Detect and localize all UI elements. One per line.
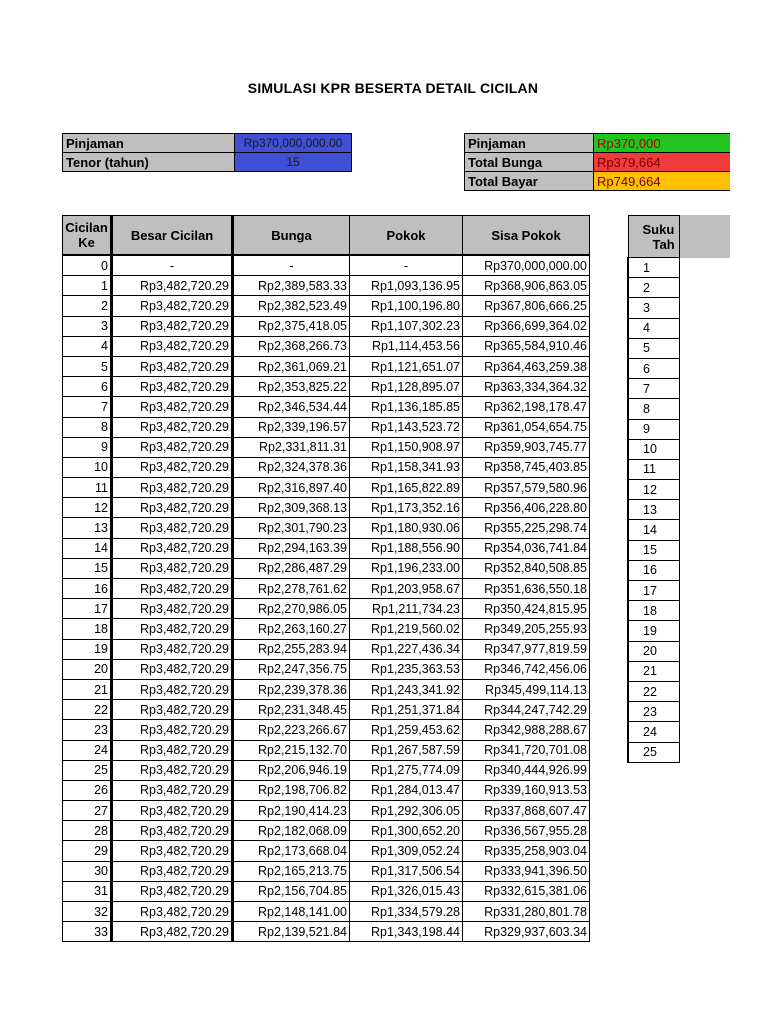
cell-sisa-pokok[interactable]: Rp337,868,607.47 bbox=[463, 801, 590, 821]
cell-besar-cicilan[interactable]: Rp3,482,720.29 bbox=[112, 538, 233, 558]
table-row bbox=[63, 881, 590, 901]
cell-besar-cicilan[interactable]: Rp3,482,720.29 bbox=[112, 599, 233, 619]
table-row bbox=[63, 457, 590, 477]
side-row bbox=[628, 500, 679, 520]
side-row bbox=[628, 581, 679, 601]
table-row bbox=[63, 841, 590, 861]
cell-sisa-pokok[interactable]: Rp344,247,742.29 bbox=[463, 700, 590, 720]
cell-cicilan-ke[interactable]: 17 bbox=[63, 599, 112, 619]
cell-pokok[interactable]: Rp1,243,341.92 bbox=[350, 679, 463, 699]
side-cell-year[interactable]: 9 bbox=[628, 419, 679, 439]
cell-bunga[interactable]: Rp2,182,068.09 bbox=[233, 821, 350, 841]
cell-pokok[interactable]: Rp1,196,233.00 bbox=[350, 558, 463, 578]
cell-cicilan-ke[interactable]: 32 bbox=[63, 902, 112, 922]
cell-pokok[interactable]: Rp1,136,185.85 bbox=[350, 397, 463, 417]
side-row bbox=[628, 742, 679, 762]
side-cell-year[interactable]: 3 bbox=[628, 298, 679, 318]
side-cell-year[interactable]: 6 bbox=[628, 358, 679, 378]
cell-besar-cicilan[interactable]: Rp3,482,720.29 bbox=[112, 700, 233, 720]
cell-pokok[interactable]: Rp1,173,352.16 bbox=[350, 498, 463, 518]
cell-besar-cicilan[interactable]: Rp3,482,720.29 bbox=[112, 861, 233, 881]
cell-bunga[interactable]: Rp2,247,356.75 bbox=[233, 659, 350, 679]
cell-sisa-pokok[interactable]: Rp367,806,666.25 bbox=[463, 296, 590, 316]
cell-sisa-pokok[interactable]: Rp336,567,955.28 bbox=[463, 821, 590, 841]
table-row bbox=[63, 538, 590, 558]
table-row bbox=[63, 700, 590, 720]
cell-besar-cicilan[interactable]: Rp3,482,720.29 bbox=[112, 316, 233, 336]
table-row bbox=[63, 740, 590, 760]
cell-pokok[interactable]: Rp1,251,371.84 bbox=[350, 700, 463, 720]
header-besar-cicilan: Besar Cicilan bbox=[112, 216, 233, 256]
cell-pokok[interactable]: Rp1,107,302.23 bbox=[350, 316, 463, 336]
cell-besar-cicilan[interactable]: Rp3,482,720.29 bbox=[112, 356, 233, 376]
cell-sisa-pokok[interactable]: Rp347,977,819.59 bbox=[463, 639, 590, 659]
cell-bunga[interactable]: Rp2,156,704.85 bbox=[233, 881, 350, 901]
side-cell-year[interactable]: 20 bbox=[628, 641, 679, 661]
summary-table bbox=[464, 133, 730, 191]
table-row bbox=[63, 579, 590, 599]
side-cell-year[interactable]: 21 bbox=[628, 661, 679, 681]
cell-cicilan-ke[interactable]: 21 bbox=[63, 679, 112, 699]
cell-besar-cicilan[interactable]: Rp3,482,720.29 bbox=[112, 679, 233, 699]
side-row bbox=[628, 278, 679, 298]
side-header-row bbox=[628, 216, 679, 258]
cell-pokok[interactable]: Rp1,292,306.05 bbox=[350, 801, 463, 821]
cell-cicilan-ke[interactable]: 2 bbox=[63, 296, 112, 316]
side-cell-year[interactable]: 22 bbox=[628, 681, 679, 701]
table-row bbox=[63, 316, 590, 336]
cell-besar-cicilan[interactable]: Rp3,482,720.29 bbox=[112, 922, 233, 942]
cell-bunga[interactable]: Rp2,231,348.45 bbox=[233, 700, 350, 720]
cell-sisa-pokok[interactable]: Rp349,205,255.93 bbox=[463, 619, 590, 639]
header-cicilan-ke: Cicilan Ke bbox=[63, 216, 112, 256]
cell-besar-cicilan[interactable]: - bbox=[112, 255, 233, 276]
cell-bunga[interactable]: Rp2,339,196.57 bbox=[233, 417, 350, 437]
side-cell-year[interactable]: 7 bbox=[628, 379, 679, 399]
summary-pinjaman-value: Rp370,000 bbox=[594, 134, 731, 153]
cell-pokok[interactable]: - bbox=[350, 255, 463, 276]
interest-rate-table bbox=[627, 215, 680, 763]
cell-sisa-pokok[interactable]: Rp359,903,745.77 bbox=[463, 437, 590, 457]
side-cell-year[interactable]: 18 bbox=[628, 601, 679, 621]
summary-row-bunga bbox=[465, 153, 731, 172]
cell-cicilan-ke[interactable]: 18 bbox=[63, 619, 112, 639]
side-cell-year[interactable]: 13 bbox=[628, 500, 679, 520]
cell-pokok[interactable]: Rp1,300,652.20 bbox=[350, 821, 463, 841]
table-row bbox=[63, 276, 590, 296]
cell-sisa-pokok[interactable]: Rp351,636,550.18 bbox=[463, 579, 590, 599]
cell-pokok[interactable]: Rp1,317,506.54 bbox=[350, 861, 463, 881]
cell-pokok[interactable]: Rp1,121,651.07 bbox=[350, 356, 463, 376]
cell-pokok[interactable]: Rp1,093,136.95 bbox=[350, 276, 463, 296]
cell-cicilan-ke[interactable]: 14 bbox=[63, 538, 112, 558]
cell-sisa-pokok[interactable]: Rp340,444,926.99 bbox=[463, 760, 590, 780]
cell-besar-cicilan[interactable]: Rp3,482,720.29 bbox=[112, 336, 233, 356]
cell-bunga[interactable]: Rp2,190,414.23 bbox=[233, 801, 350, 821]
cell-bunga[interactable]: Rp2,239,378.36 bbox=[233, 679, 350, 699]
cell-besar-cicilan[interactable]: Rp3,482,720.29 bbox=[112, 558, 233, 578]
summary-bunga-label: Total Bunga bbox=[465, 153, 594, 172]
cell-sisa-pokok[interactable]: Rp362,198,178.47 bbox=[463, 397, 590, 417]
cell-bunga[interactable]: Rp2,375,418.05 bbox=[233, 316, 350, 336]
cell-bunga[interactable]: Rp2,382,523.49 bbox=[233, 296, 350, 316]
cell-bunga[interactable]: Rp2,324,378.36 bbox=[233, 457, 350, 477]
cell-bunga[interactable]: Rp2,215,132.70 bbox=[233, 740, 350, 760]
table-header-row bbox=[63, 216, 590, 256]
side-row bbox=[628, 621, 679, 641]
side-row bbox=[628, 258, 679, 278]
cell-pokok[interactable]: Rp1,128,895.07 bbox=[350, 377, 463, 397]
cell-pokok[interactable]: Rp1,203,958.67 bbox=[350, 579, 463, 599]
side-row bbox=[628, 560, 679, 580]
cell-bunga[interactable]: Rp2,389,583.33 bbox=[233, 276, 350, 296]
cell-pokok[interactable]: Rp1,211,734.23 bbox=[350, 599, 463, 619]
cell-besar-cicilan[interactable]: Rp3,482,720.29 bbox=[112, 659, 233, 679]
cell-besar-cicilan[interactable]: Rp3,482,720.29 bbox=[112, 780, 233, 800]
cell-sisa-pokok[interactable]: Rp365,584,910.46 bbox=[463, 336, 590, 356]
side-cell-year[interactable]: 17 bbox=[628, 581, 679, 601]
cell-cicilan-ke[interactable]: 23 bbox=[63, 720, 112, 740]
cell-cicilan-ke[interactable]: 15 bbox=[63, 558, 112, 578]
summary-pinjaman-label: Pinjaman bbox=[465, 134, 594, 153]
cell-bunga[interactable]: Rp2,165,213.75 bbox=[233, 861, 350, 881]
cell-cicilan-ke[interactable]: 29 bbox=[63, 841, 112, 861]
cell-bunga[interactable]: Rp2,353,825.22 bbox=[233, 377, 350, 397]
side-row bbox=[628, 702, 679, 722]
cell-bunga[interactable]: Rp2,309,368.13 bbox=[233, 498, 350, 518]
cell-cicilan-ke[interactable]: 30 bbox=[63, 861, 112, 881]
side-row bbox=[628, 601, 679, 621]
side-header bbox=[628, 216, 679, 258]
cell-cicilan-ke[interactable]: 22 bbox=[63, 700, 112, 720]
cell-pokok[interactable]: Rp1,150,908.97 bbox=[350, 437, 463, 457]
summary-row-bayar bbox=[465, 172, 731, 191]
side-cell-year[interactable]: 19 bbox=[628, 621, 679, 641]
cell-besar-cicilan[interactable]: Rp3,482,720.29 bbox=[112, 881, 233, 901]
header-pokok: Pokok bbox=[350, 216, 463, 256]
side-row bbox=[628, 399, 679, 419]
side-row bbox=[628, 358, 679, 378]
cell-cicilan-ke[interactable]: 0 bbox=[63, 255, 112, 276]
cell-bunga[interactable]: Rp2,368,266.73 bbox=[233, 336, 350, 356]
cell-cicilan-ke[interactable]: 19 bbox=[63, 639, 112, 659]
cell-besar-cicilan[interactable]: Rp3,482,720.29 bbox=[112, 296, 233, 316]
cell-cicilan-ke[interactable]: 27 bbox=[63, 801, 112, 821]
table-row bbox=[63, 679, 590, 699]
cell-pokok[interactable]: Rp1,188,556.90 bbox=[350, 538, 463, 558]
cell-pokok[interactable]: Rp1,284,013.47 bbox=[350, 780, 463, 800]
cell-sisa-pokok[interactable]: Rp350,424,815.95 bbox=[463, 599, 590, 619]
tenor-input[interactable]: 15 bbox=[235, 153, 352, 172]
table-row bbox=[63, 599, 590, 619]
table-row bbox=[63, 255, 590, 276]
side-header-line2: Tah bbox=[652, 236, 675, 252]
cell-bunga[interactable]: Rp2,206,946.19 bbox=[233, 760, 350, 780]
cell-cicilan-ke[interactable]: 6 bbox=[63, 377, 112, 397]
cell-bunga[interactable]: Rp2,316,897.40 bbox=[233, 478, 350, 498]
pinjaman-label: Pinjaman bbox=[63, 134, 235, 153]
cell-sisa-pokok[interactable]: Rp357,579,580.96 bbox=[463, 478, 590, 498]
cell-sisa-pokok[interactable]: Rp352,840,508.85 bbox=[463, 558, 590, 578]
cell-sisa-pokok[interactable]: Rp368,906,863.05 bbox=[463, 276, 590, 296]
side-header-line1: Suku bbox=[642, 221, 675, 237]
cell-pokok[interactable]: Rp1,165,822.89 bbox=[350, 478, 463, 498]
cell-cicilan-ke[interactable]: 25 bbox=[63, 760, 112, 780]
cell-cicilan-ke[interactable]: 11 bbox=[63, 478, 112, 498]
side-cell-year[interactable]: 12 bbox=[628, 480, 679, 500]
table-row bbox=[63, 861, 590, 881]
cell-pokok[interactable]: Rp1,114,453.56 bbox=[350, 336, 463, 356]
side-cell-year[interactable]: 2 bbox=[628, 278, 679, 298]
cell-cicilan-ke[interactable]: 1 bbox=[63, 276, 112, 296]
cell-bunga[interactable]: Rp2,301,790.23 bbox=[233, 518, 350, 538]
side-row bbox=[628, 520, 679, 540]
table-row bbox=[63, 760, 590, 780]
cell-sisa-pokok[interactable]: Rp354,036,741.84 bbox=[463, 538, 590, 558]
side-row bbox=[628, 338, 679, 358]
side-row bbox=[628, 459, 679, 479]
summary-bunga-value: Rp379,664 bbox=[594, 153, 731, 172]
tenor-label: Tenor (tahun) bbox=[63, 153, 235, 172]
cell-pokok[interactable]: Rp1,334,579.28 bbox=[350, 902, 463, 922]
table-row bbox=[63, 639, 590, 659]
side-cell-year[interactable]: 15 bbox=[628, 540, 679, 560]
side-row bbox=[628, 681, 679, 701]
cell-besar-cicilan[interactable]: Rp3,482,720.29 bbox=[112, 377, 233, 397]
cell-sisa-pokok[interactable]: Rp341,720,701.08 bbox=[463, 740, 590, 760]
side-row bbox=[628, 439, 679, 459]
side-cell-year[interactable]: 11 bbox=[628, 459, 679, 479]
side-row bbox=[628, 379, 679, 399]
table-row bbox=[63, 498, 590, 518]
cell-besar-cicilan[interactable]: Rp3,482,720.29 bbox=[112, 417, 233, 437]
cell-pokok[interactable]: Rp1,180,930.06 bbox=[350, 518, 463, 538]
table-row bbox=[63, 659, 590, 679]
cell-pokok[interactable]: Rp1,235,363.53 bbox=[350, 659, 463, 679]
side-cell-year[interactable]: 10 bbox=[628, 439, 679, 459]
cell-cicilan-ke[interactable]: 24 bbox=[63, 740, 112, 760]
side-row bbox=[628, 641, 679, 661]
cell-sisa-pokok[interactable]: Rp329,937,603.34 bbox=[463, 922, 590, 942]
cell-sisa-pokok[interactable]: Rp333,941,396.50 bbox=[463, 861, 590, 881]
cell-bunga[interactable]: Rp2,148,141.00 bbox=[233, 902, 350, 922]
cell-pokok[interactable]: Rp1,259,453.62 bbox=[350, 720, 463, 740]
cell-bunga[interactable]: Rp2,223,266.67 bbox=[233, 720, 350, 740]
cell-pokok[interactable]: Rp1,100,196.80 bbox=[350, 296, 463, 316]
table-row bbox=[63, 377, 590, 397]
summary-bayar-value: Rp749,664 bbox=[594, 172, 731, 191]
header-sisa-pokok: Sisa Pokok bbox=[463, 216, 590, 256]
side-cell-year[interactable]: 23 bbox=[628, 702, 679, 722]
cell-cicilan-ke[interactable]: 28 bbox=[63, 821, 112, 841]
cell-bunga[interactable]: Rp2,139,521.84 bbox=[233, 922, 350, 942]
header-bunga: Bunga bbox=[233, 216, 350, 256]
table-row bbox=[63, 437, 590, 457]
cell-sisa-pokok[interactable]: Rp358,745,403.85 bbox=[463, 457, 590, 477]
cell-sisa-pokok[interactable]: Rp335,258,903.04 bbox=[463, 841, 590, 861]
cell-besar-cicilan[interactable]: Rp3,482,720.29 bbox=[112, 397, 233, 417]
cell-pokok[interactable]: Rp1,143,523.72 bbox=[350, 417, 463, 437]
amortization-table bbox=[62, 215, 590, 942]
cell-besar-cicilan[interactable]: Rp3,482,720.29 bbox=[112, 821, 233, 841]
cell-bunga[interactable]: - bbox=[233, 255, 350, 276]
cell-cicilan-ke[interactable]: 31 bbox=[63, 881, 112, 901]
side-cell-year[interactable]: 25 bbox=[628, 742, 679, 762]
cell-pokok[interactable]: Rp1,309,052.24 bbox=[350, 841, 463, 861]
cell-bunga[interactable]: Rp2,286,487.29 bbox=[233, 558, 350, 578]
input-row-pinjaman bbox=[63, 134, 352, 153]
side-cell-year[interactable]: 14 bbox=[628, 520, 679, 540]
cell-besar-cicilan[interactable]: Rp3,482,720.29 bbox=[112, 902, 233, 922]
cell-pokok[interactable]: Rp1,326,015.43 bbox=[350, 881, 463, 901]
cell-bunga[interactable]: Rp2,346,534.44 bbox=[233, 397, 350, 417]
pinjaman-input[interactable]: Rp370,000,000.00 bbox=[235, 134, 352, 153]
side-row bbox=[628, 480, 679, 500]
cell-cicilan-ke[interactable]: 8 bbox=[63, 417, 112, 437]
side-cell-year[interactable]: 24 bbox=[628, 722, 679, 742]
cell-sisa-pokok[interactable]: Rp366,699,364.02 bbox=[463, 316, 590, 336]
cell-cicilan-ke[interactable]: 20 bbox=[63, 659, 112, 679]
cell-bunga[interactable]: Rp2,173,668.04 bbox=[233, 841, 350, 861]
cell-pokok[interactable]: Rp1,227,436.34 bbox=[350, 639, 463, 659]
summary-clip bbox=[464, 133, 730, 195]
cell-besar-cicilan[interactable]: Rp3,482,720.29 bbox=[112, 639, 233, 659]
cell-besar-cicilan[interactable]: Rp3,482,720.29 bbox=[112, 478, 233, 498]
cell-pokok[interactable]: Rp1,275,774.09 bbox=[350, 760, 463, 780]
table-row bbox=[63, 356, 590, 376]
cell-cicilan-ke[interactable]: 4 bbox=[63, 336, 112, 356]
side-row bbox=[628, 298, 679, 318]
cell-cicilan-ke[interactable]: 13 bbox=[63, 518, 112, 538]
side-row bbox=[628, 661, 679, 681]
cell-cicilan-ke[interactable]: 33 bbox=[63, 922, 112, 942]
cell-pokok[interactable]: Rp1,267,587.59 bbox=[350, 740, 463, 760]
table-row bbox=[63, 518, 590, 538]
table-row bbox=[63, 397, 590, 417]
cell-besar-cicilan[interactable]: Rp3,482,720.29 bbox=[112, 579, 233, 599]
cell-cicilan-ke[interactable]: 7 bbox=[63, 397, 112, 417]
table-row bbox=[63, 619, 590, 639]
cell-sisa-pokok[interactable]: Rp332,615,381.06 bbox=[463, 881, 590, 901]
cell-besar-cicilan[interactable]: Rp3,482,720.29 bbox=[112, 801, 233, 821]
cell-bunga[interactable]: Rp2,255,283.94 bbox=[233, 639, 350, 659]
table-row bbox=[63, 902, 590, 922]
cell-bunga[interactable]: Rp2,294,163.39 bbox=[233, 538, 350, 558]
side-row bbox=[628, 540, 679, 560]
cell-besar-cicilan[interactable]: Rp3,482,720.29 bbox=[112, 841, 233, 861]
input-row-tenor bbox=[63, 153, 352, 172]
cell-pokok[interactable]: Rp1,343,198.44 bbox=[350, 922, 463, 942]
cell-cicilan-ke[interactable]: 3 bbox=[63, 316, 112, 336]
cell-besar-cicilan[interactable]: Rp3,482,720.29 bbox=[112, 518, 233, 538]
side-cell-year[interactable]: 4 bbox=[628, 318, 679, 338]
cell-bunga[interactable]: Rp2,331,811.31 bbox=[233, 437, 350, 457]
cell-sisa-pokok[interactable]: Rp345,499,114.13 bbox=[463, 679, 590, 699]
cell-sisa-pokok[interactable]: Rp364,463,259.38 bbox=[463, 356, 590, 376]
cell-besar-cicilan[interactable]: Rp3,482,720.29 bbox=[112, 498, 233, 518]
table-row bbox=[63, 336, 590, 356]
cell-sisa-pokok[interactable]: Rp339,160,913.53 bbox=[463, 780, 590, 800]
input-table bbox=[62, 133, 352, 172]
summary-row-pinjaman bbox=[465, 134, 731, 153]
side-row bbox=[628, 722, 679, 742]
cell-bunga[interactable]: Rp2,361,069.21 bbox=[233, 356, 350, 376]
cell-besar-cicilan[interactable]: Rp3,482,720.29 bbox=[112, 276, 233, 296]
side-cell-year[interactable]: 16 bbox=[628, 560, 679, 580]
table-row bbox=[63, 720, 590, 740]
cell-besar-cicilan[interactable]: Rp3,482,720.29 bbox=[112, 457, 233, 477]
cell-sisa-pokok[interactable]: Rp370,000,000.00 bbox=[463, 255, 590, 276]
table-row bbox=[63, 417, 590, 437]
table-row bbox=[63, 922, 590, 942]
cell-cicilan-ke[interactable]: 26 bbox=[63, 780, 112, 800]
table-row bbox=[63, 558, 590, 578]
cell-pokok[interactable]: Rp1,219,560.02 bbox=[350, 619, 463, 639]
table-row bbox=[63, 296, 590, 316]
cell-besar-cicilan[interactable]: Rp3,482,720.29 bbox=[112, 720, 233, 740]
summary-bayar-label: Total Bayar bbox=[465, 172, 594, 191]
cell-sisa-pokok[interactable]: Rp355,225,298.74 bbox=[463, 518, 590, 538]
side-row bbox=[628, 318, 679, 338]
cell-cicilan-ke[interactable]: 12 bbox=[63, 498, 112, 518]
cell-sisa-pokok[interactable]: Rp363,334,364.32 bbox=[463, 377, 590, 397]
table-row bbox=[63, 801, 590, 821]
table-row bbox=[63, 478, 590, 498]
side-cell-year[interactable]: 8 bbox=[628, 399, 679, 419]
cell-cicilan-ke[interactable]: 5 bbox=[63, 356, 112, 376]
side-cell-year[interactable]: 1 bbox=[628, 258, 679, 278]
cell-bunga[interactable]: Rp2,278,761.62 bbox=[233, 579, 350, 599]
cell-besar-cicilan[interactable]: Rp3,482,720.29 bbox=[112, 740, 233, 760]
side-row bbox=[628, 419, 679, 439]
cell-besar-cicilan[interactable]: Rp3,482,720.29 bbox=[112, 760, 233, 780]
side-cell-year[interactable]: 5 bbox=[628, 338, 679, 358]
cell-cicilan-ke[interactable]: 16 bbox=[63, 579, 112, 599]
cell-sisa-pokok[interactable]: Rp361,054,654.75 bbox=[463, 417, 590, 437]
cell-sisa-pokok[interactable]: Rp356,406,228.80 bbox=[463, 498, 590, 518]
cell-bunga[interactable]: Rp2,198,706.82 bbox=[233, 780, 350, 800]
cell-besar-cicilan[interactable]: Rp3,482,720.29 bbox=[112, 619, 233, 639]
table-row bbox=[63, 780, 590, 800]
cell-sisa-pokok[interactable]: Rp346,742,456.06 bbox=[463, 659, 590, 679]
cell-pokok[interactable]: Rp1,158,341.93 bbox=[350, 457, 463, 477]
cell-cicilan-ke[interactable]: 9 bbox=[63, 437, 112, 457]
cell-sisa-pokok[interactable]: Rp342,988,288.67 bbox=[463, 720, 590, 740]
cell-sisa-pokok[interactable]: Rp331,280,801.78 bbox=[463, 902, 590, 922]
cell-bunga[interactable]: Rp2,263,160.27 bbox=[233, 619, 350, 639]
cell-cicilan-ke[interactable]: 10 bbox=[63, 457, 112, 477]
page-title: SIMULASI KPR BESERTA DETAIL CICILAN bbox=[247, 80, 539, 96]
cell-besar-cicilan[interactable]: Rp3,482,720.29 bbox=[112, 437, 233, 457]
table-row bbox=[63, 821, 590, 841]
cell-bunga[interactable]: Rp2,270,986.05 bbox=[233, 599, 350, 619]
